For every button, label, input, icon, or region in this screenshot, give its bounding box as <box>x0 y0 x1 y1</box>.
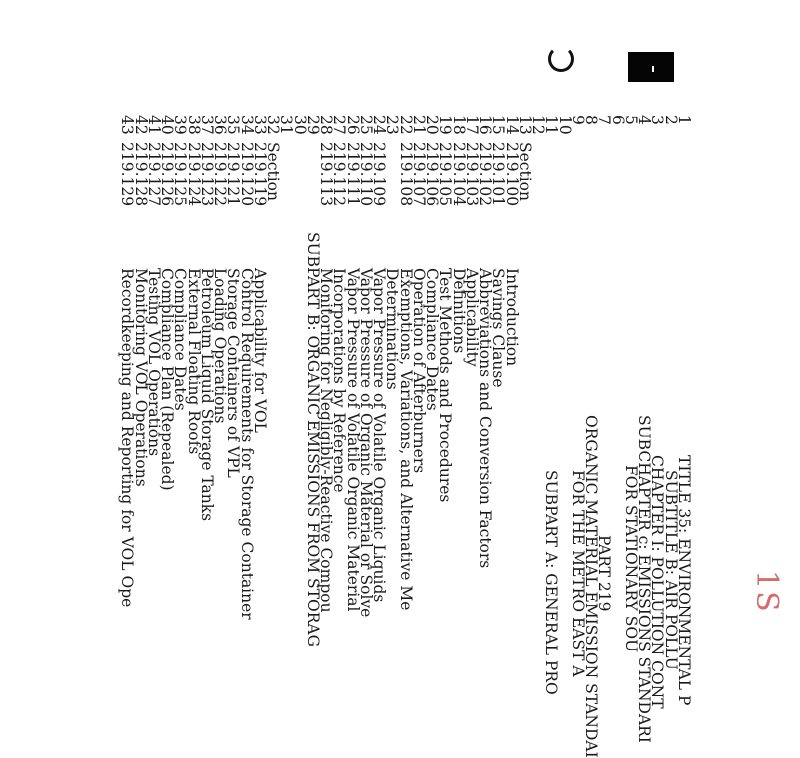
section-title: Petroleum Liquid Storage Tanks <box>198 268 216 522</box>
line-number: 19 <box>436 115 455 135</box>
section-number: 219.112 <box>330 142 349 207</box>
section-title: Compliance Plan (Repealed) <box>158 268 177 491</box>
line-number: 15 <box>489 115 508 135</box>
section-number: 219.100 <box>502 142 521 207</box>
section-number: 219.122 <box>211 142 230 207</box>
heading-line: PART 219 <box>595 535 614 612</box>
section-number: 219.113 <box>317 142 336 207</box>
line-number: 30 <box>290 115 309 135</box>
section-title: Vapor Pressure of Organic Material or Solve <box>357 268 375 618</box>
section-number: 219.129 <box>118 142 137 207</box>
section-number: 219.123 <box>198 142 216 207</box>
line-number: 1 <box>675 115 693 125</box>
line-number: 37 <box>198 115 216 135</box>
line-number: 11 <box>542 115 561 135</box>
section-number: 219.128 <box>131 142 150 207</box>
line-number: 5 <box>622 115 640 125</box>
line-number: 20 <box>423 115 442 135</box>
line-number: 6 <box>608 115 627 125</box>
line-number: 3 <box>648 115 667 125</box>
received-stamp: 1S <box>749 570 784 614</box>
section-number: 219.101 <box>489 142 508 207</box>
line-number: 14 <box>502 115 521 135</box>
line-number: 25 <box>357 115 375 135</box>
section-number: 219.109 <box>370 142 389 207</box>
line-number: 10 <box>555 115 574 135</box>
line-number: 7 <box>595 115 614 125</box>
line-number: 21 <box>410 115 428 135</box>
section-number: 219.106 <box>423 142 442 207</box>
section-title: Applicability <box>463 268 481 367</box>
line-number: 13 <box>516 115 534 135</box>
line-number: 36 <box>211 115 230 135</box>
section-number: 219.110 <box>357 142 375 207</box>
section-number: 219.104 <box>449 142 468 207</box>
line-number: 8 <box>582 115 601 125</box>
section-title: Incorporations by Reference <box>330 268 349 493</box>
section-number: 219.124 <box>184 142 203 207</box>
heading-line: SUBCHAPTER c: EMISSIONS STANDARI <box>635 415 654 743</box>
heading-line: ORGANIC MATERIAL EMISSION STANDAI <box>582 415 601 758</box>
line-number: 32 <box>264 115 283 135</box>
line-number: 35 <box>224 115 243 135</box>
section-number: Section <box>264 142 283 201</box>
section-number: 219.102 <box>476 142 495 207</box>
line-number: 34 <box>237 115 256 135</box>
section-title: Savings Clause <box>489 268 508 388</box>
line-number: 2 <box>661 115 680 125</box>
section-title: Exemptions, Variations, and Alternative Me <box>396 268 415 611</box>
section-title: Abbreviations and Conversion Factors <box>476 268 495 569</box>
line-number: 4 <box>635 115 654 125</box>
line-number: 27 <box>330 115 349 135</box>
line-number: 26 <box>343 115 362 135</box>
line-number: 29 <box>304 115 322 135</box>
subpart-heading: SUBPART B: ORGANIC EMISSIONS FROM STORAG <box>304 232 322 647</box>
line-number: 40 <box>158 115 177 135</box>
section-title: Monitoring for Negligibly-Reactive Compou <box>317 268 336 613</box>
line-number: 18 <box>449 115 468 135</box>
section-number: 219.108 <box>396 142 415 207</box>
section-number: 219.121 <box>224 142 243 207</box>
section-number: 219.127 <box>145 142 163 207</box>
line-number: 31 <box>277 115 296 135</box>
line-number: 43 <box>118 115 137 135</box>
section-title: Storage Containers of VPL <box>224 268 243 478</box>
section-number: 219.119 <box>251 142 269 207</box>
line-number: 16 <box>476 115 495 135</box>
section-title: Loading Operations <box>211 268 230 424</box>
line-number: 28 <box>317 115 336 135</box>
line-number: 24 <box>370 115 389 135</box>
line-number: 9 <box>569 115 587 125</box>
line-number: 12 <box>529 115 548 135</box>
line-number: 42 <box>131 115 150 135</box>
section-title: Test Methods and Procedures <box>436 268 455 503</box>
section-number: 219.125 <box>171 142 190 207</box>
section-title: Control Requirements for Storage Container <box>237 268 256 620</box>
section-number: 219.105 <box>436 142 455 207</box>
redaction-mark <box>652 66 654 72</box>
section-title: Compliance Dates <box>171 268 190 411</box>
line-number: 22 <box>396 115 415 135</box>
section-title: External Floating Roofs <box>184 268 203 455</box>
redaction-box <box>628 52 674 82</box>
line-number: 39 <box>171 115 190 135</box>
section-title: Applicability for VOL <box>251 268 269 433</box>
section-number: 219.111 <box>343 142 362 207</box>
line-number: 23 <box>383 115 402 135</box>
section-title: Monitoring VOL Operations <box>131 268 150 487</box>
line-number: 33 <box>251 115 269 135</box>
line-number: 38 <box>184 115 203 135</box>
heading-line: SUBTITLE B: AIR POLLU <box>661 470 680 670</box>
heading-line: TITLE 35: ENVIRONMENTAL P <box>675 455 693 706</box>
section-title: Vapor Pressure of Volatile Organic Liquids <box>370 268 389 603</box>
section-number: 219.126 <box>158 142 177 207</box>
section-title: Testing VOL Operations <box>145 268 163 457</box>
section-title: Introduction <box>502 268 521 367</box>
line-number: 41 <box>145 115 163 135</box>
heading-line: CHAPTER I: POLLUTION CONT <box>648 455 667 709</box>
section-number: 219.107 <box>410 142 428 207</box>
heading-line: SUBPART A: GENERAL PRO <box>542 470 561 695</box>
section-title: Determinations <box>383 268 402 390</box>
section-title: Recordkeeping and Reporting for VOL Ope <box>118 268 137 608</box>
heading-line: FOR THE METRO EAST A <box>569 470 587 677</box>
section-title: Compliance Dates <box>423 268 442 411</box>
section-number: 219.103 <box>463 142 481 207</box>
logo-icon <box>548 46 574 72</box>
section-title: Operation of Afterburners <box>410 268 428 474</box>
section-number: 219.120 <box>237 142 256 207</box>
section-number: Section <box>516 142 534 201</box>
line-number: 17 <box>463 115 481 135</box>
heading-line: FOR STATIONARY SOU <box>622 465 640 653</box>
section-title: Definitions <box>449 268 468 354</box>
section-title: Vapor Pressure of Volatile Organic Material <box>343 268 362 612</box>
